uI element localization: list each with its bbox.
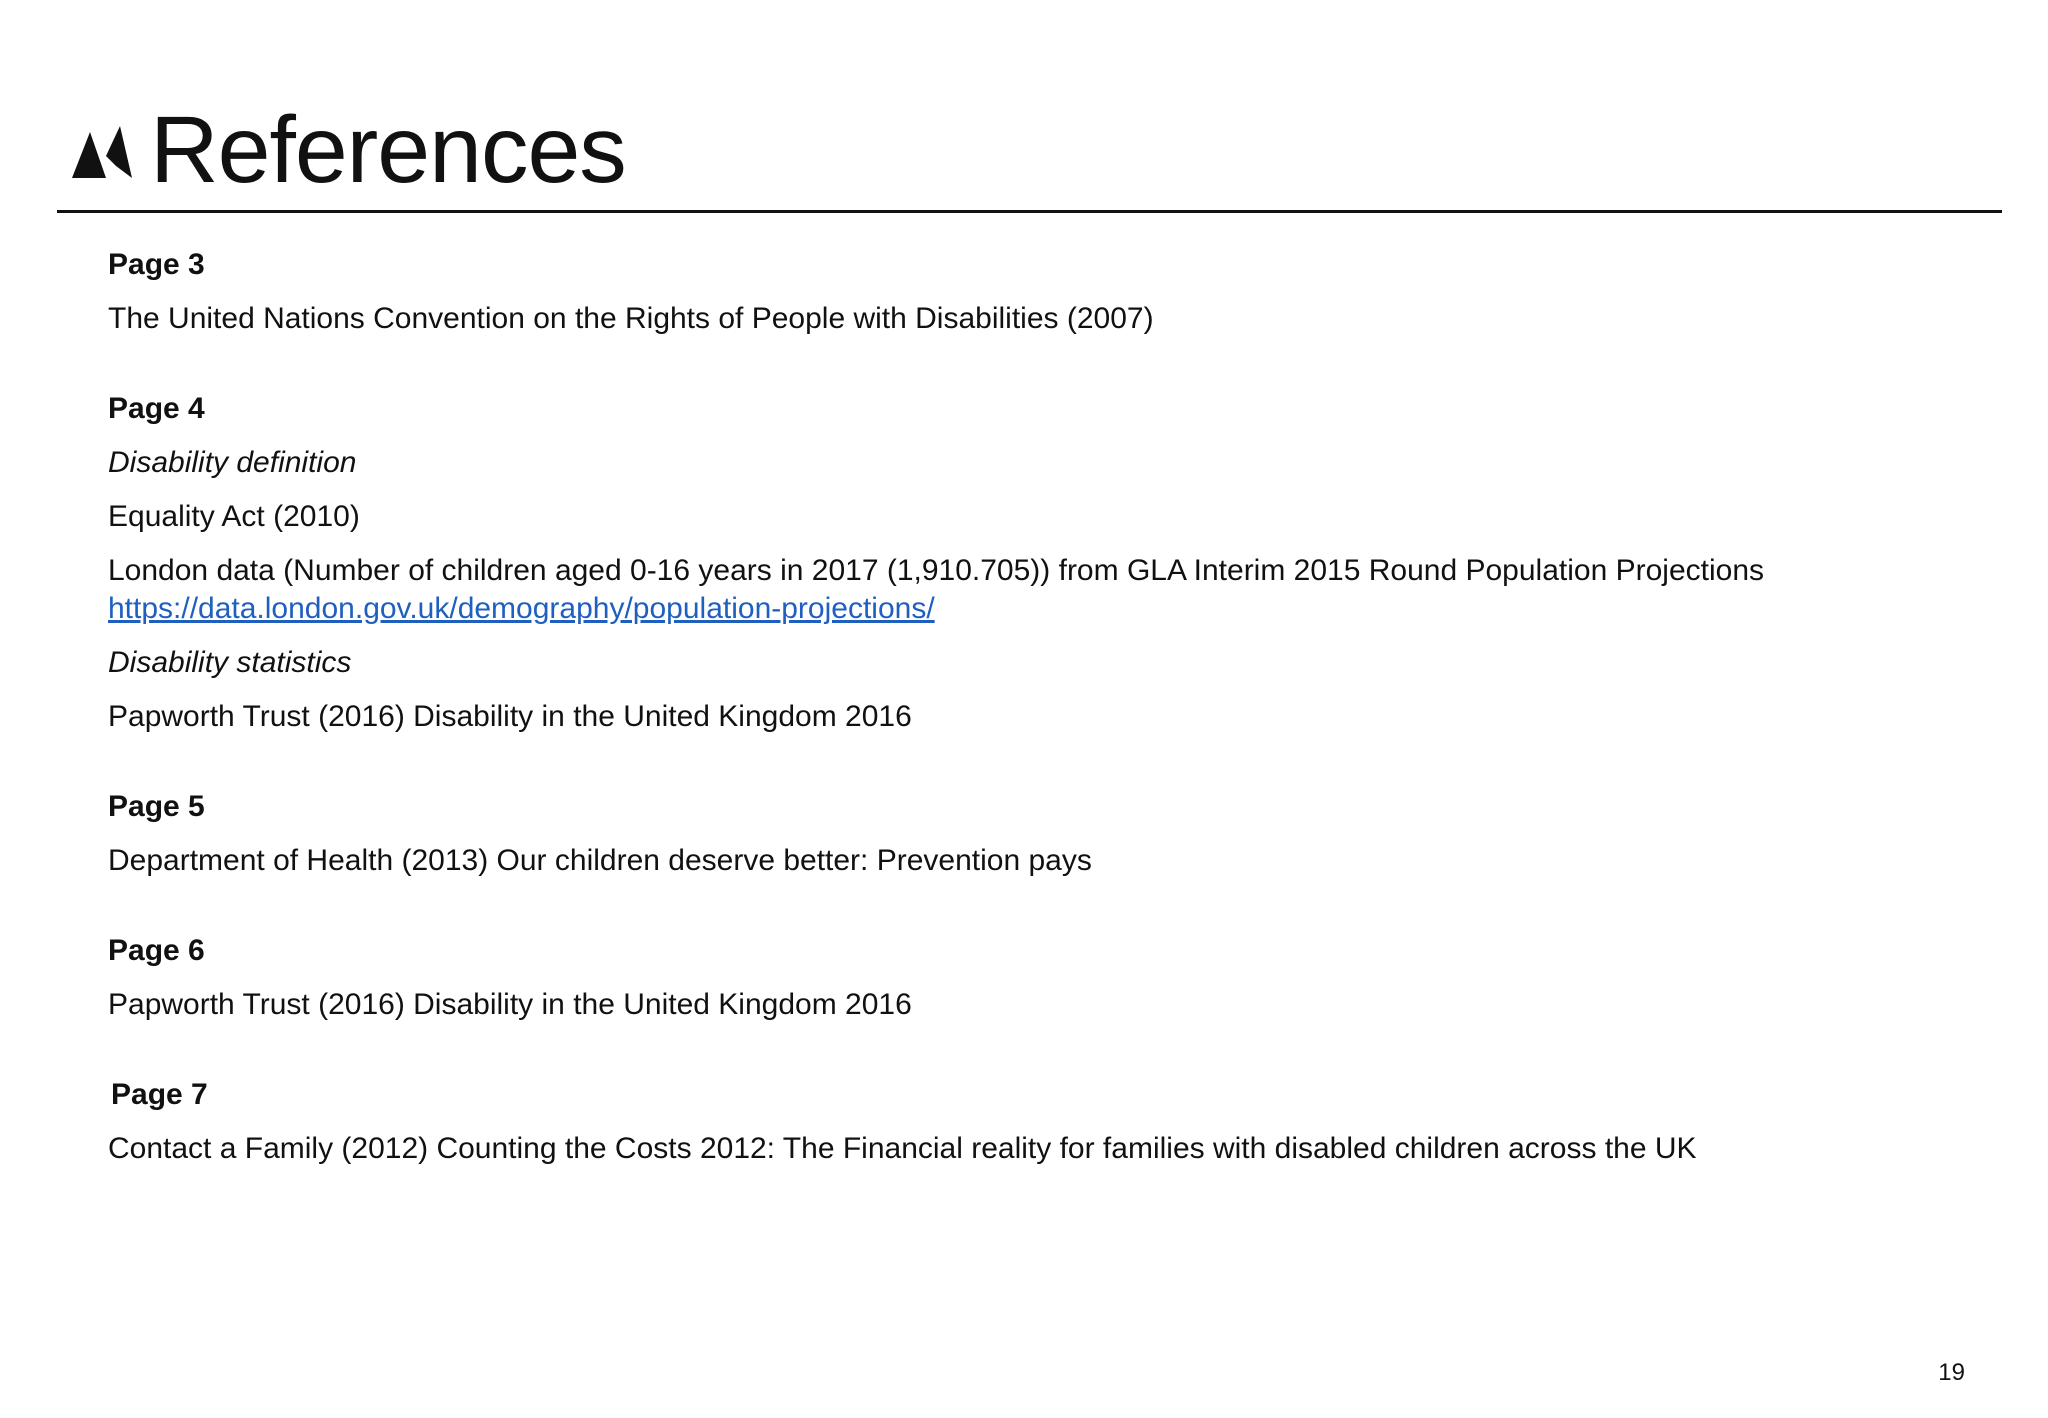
- reference-section-page-3: [108, 246, 1988, 338]
- reference-entry-with-link: [108, 552, 1988, 628]
- page-title: References: [150, 96, 626, 203]
- reference-entry: Equality Act (2010): [108, 500, 360, 533]
- reference-entry: The United Nations Convention on the Rights of People with Disabilities (2007): [108, 302, 1154, 335]
- section-heading: Page 3: [108, 248, 205, 281]
- slide-header: [70, 95, 626, 205]
- reference-subheading: Disability definition: [108, 446, 357, 479]
- reference-entry: Department of Health (2013) Our children deserve better: Prevention pays: [108, 844, 1092, 877]
- section-heading: Page 5: [108, 790, 205, 823]
- reference-entry-text: London data (Number of children aged 0-16 years in 2017 (1,910.705)) from GLA Interim 2015 Round Population Projections: [108, 554, 1765, 587]
- title-divider: [57, 210, 2002, 213]
- reference-entry: Papworth Trust (2016) Disability in the United Kingdom 2016: [108, 988, 912, 1021]
- section-heading: Page 6: [108, 934, 205, 967]
- reference-section-page-5: [108, 788, 1988, 880]
- reference-section-page-4: [108, 390, 1988, 736]
- reference-section-page-6: [108, 932, 1988, 1024]
- reference-entry: Papworth Trust (2016) Disability in the United Kingdom 2016: [108, 700, 912, 733]
- section-heading: Page 7: [111, 1078, 208, 1111]
- reference-section-page-7: [108, 1076, 1988, 1168]
- population-projections-link[interactable]: https://data.london.gov.uk/demography/population-projections/: [108, 592, 935, 625]
- twin-peaks-logo-icon: [70, 126, 132, 178]
- reference-entry: Contact a Family (2012) Counting the Costs 2012: The Financial reality for families with disabled children across the UK: [108, 1132, 1697, 1165]
- reference-subheading: Disability statistics: [108, 646, 352, 679]
- references-list: [108, 246, 1988, 1220]
- section-heading: Page 4: [108, 392, 205, 425]
- slide-page-number: 19: [1938, 1359, 1965, 1386]
